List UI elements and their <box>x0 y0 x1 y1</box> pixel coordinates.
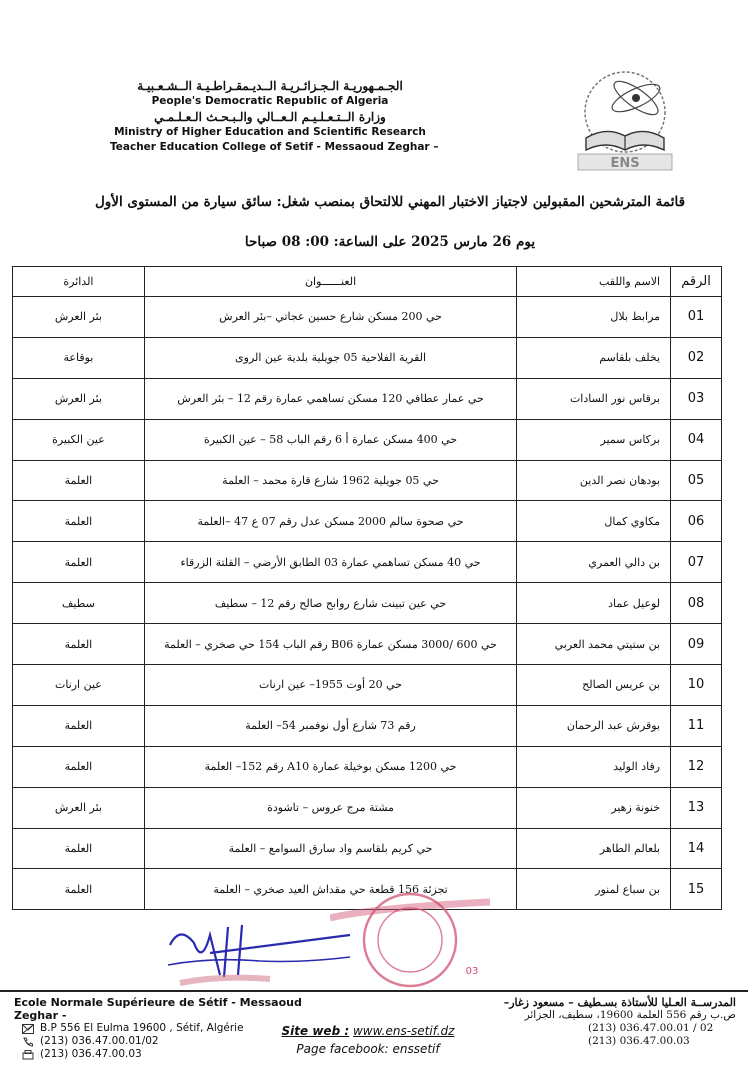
footer-arabic <box>492 996 736 1048</box>
footer-web <box>268 1022 468 1058</box>
candidate-address: حي عمار عطافي 120 مسكن تساهمي عمارة رقم 12 – بئر العرش <box>144 378 516 419</box>
row-number: 05 <box>671 460 722 501</box>
footer-address-ar: ص.ب رقم 556 العلمة 19600، سطيف، الجزائر <box>524 1009 736 1021</box>
row-number: 02 <box>671 337 722 378</box>
candidate-name: بركاس سمير <box>517 419 671 460</box>
row-number: 01 <box>671 297 722 338</box>
candidate-address: مشتة مرج عروس – تاشودة <box>144 787 516 828</box>
table-row <box>13 501 722 542</box>
row-number: 07 <box>671 542 722 583</box>
site-url-link[interactable]: www.ens-setif.dz <box>352 1024 455 1038</box>
row-number: 12 <box>671 746 722 787</box>
candidate-name: بن دالي العمري <box>517 542 671 583</box>
candidate-address: القرية الفلاحية 05 جويلية بلدية عين الروى <box>144 337 516 378</box>
candidate-name: مكاوي كمال <box>517 501 671 542</box>
candidate-daira: بئر العرش <box>13 787 145 828</box>
phone-icon <box>22 1037 34 1047</box>
official-stamp <box>330 880 490 990</box>
logo-text: ENS <box>610 156 640 171</box>
row-number: 14 <box>671 828 722 869</box>
footer-phone-fr: (213) 036.47.00.01/02 <box>40 1035 159 1047</box>
candidate-address: حي 200 مسكن شارع حسين عجاتي –بئر العرش <box>144 297 516 338</box>
candidate-name: رقاد الوليد <box>517 746 671 787</box>
header-name: الاسم واللقب <box>517 267 671 297</box>
row-number: 13 <box>671 787 722 828</box>
candidate-daira: عين الكبيرة <box>13 419 145 460</box>
document-date: يوم 26 مارس 2025 على الساعة: 00: 08 صباحا <box>244 234 536 250</box>
college-english: Teacher Education College of Setif - Messaoud Zeghar – <box>110 141 439 153</box>
candidate-name: بودهان نصر الدين <box>517 460 671 501</box>
header-address: العنــــــوان <box>144 267 516 297</box>
candidate-address: حي 20 أوت 1955– عين ارنات <box>144 665 516 706</box>
candidate-daira: عين ارنات <box>13 665 145 706</box>
candidate-daira: بئر العرش <box>13 378 145 419</box>
row-number: 08 <box>671 583 722 624</box>
candidate-daira: بئر العرش <box>13 297 145 338</box>
row-number: 06 <box>671 501 722 542</box>
row-number: 04 <box>671 419 722 460</box>
table-header-row <box>13 267 722 297</box>
candidate-daira: العلمة <box>13 624 145 665</box>
table-row <box>13 828 722 869</box>
header-num: الرقم <box>671 267 722 297</box>
candidate-name: برقاس نور السادات <box>517 378 671 419</box>
table-row <box>13 583 722 624</box>
candidate-address: رقم 73 شارع أول نوفمبر 54– العلمة <box>144 705 516 746</box>
table-body <box>13 297 722 910</box>
candidate-daira: العلمة <box>13 828 145 869</box>
row-number: 11 <box>671 705 722 746</box>
document-title: قائمة المترشحين المقبولين لاجتياز الاختبار المهني للالتحاق بمنصب شغل: سائق سيارة من المستوى الأول <box>94 194 686 210</box>
footer-fax-ar: (213) 036.47.00.03 <box>588 1035 690 1047</box>
fax-icon <box>22 1050 34 1060</box>
candidate-daira: بوقاعة <box>13 337 145 378</box>
republic-english: People's Democratic Republic of Algeria <box>151 95 389 107</box>
candidate-daira: العلمة <box>13 501 145 542</box>
row-number: 15 <box>671 869 722 910</box>
candidate-name: خنونة زهير <box>517 787 671 828</box>
footer-address-fr: B.P 556 El Eulma 19600 , Sétif, Algérie <box>40 1022 244 1034</box>
candidate-address: حي 40 مسكن تساهمي عمارة 03 الطابق الأرضي – القلتة الزرقاء <box>144 542 516 583</box>
candidate-name: بن عريس الصالح <box>517 665 671 706</box>
table-row <box>13 378 722 419</box>
table-row <box>13 337 722 378</box>
facebook-page: Page facebook: enssetif <box>296 1042 440 1056</box>
table-row <box>13 542 722 583</box>
table-row <box>13 746 722 787</box>
table-row <box>13 419 722 460</box>
footer-fax-fr: (213) 036.47.00.03 <box>40 1048 142 1060</box>
candidate-address: حي 600 /3000 مسكن عمارة B06 رقم الباب 154 حي صخري – العلمة <box>144 624 516 665</box>
candidate-daira: العلمة <box>13 542 145 583</box>
candidate-daira: العلمة <box>13 705 145 746</box>
candidate-address: حي عين تبينت شارع روابح صالح رقم 12 – سطيف <box>144 583 516 624</box>
candidate-address: حي 400 مسكن عمارة أ 6 رقم الباب 58 – عين الكبيرة <box>144 419 516 460</box>
candidate-name: مرابط بلال <box>517 297 671 338</box>
candidate-address: حي 1200 مسكن بوخيلة عمارة A10 رقم 152– العلمة <box>144 746 516 787</box>
candidate-name: بن ستيتي محمد العربي <box>517 624 671 665</box>
mail-icon <box>22 1024 34 1034</box>
footer-divider <box>0 990 748 992</box>
candidate-daira: العلمة <box>13 460 145 501</box>
school-logo-icon <box>566 66 684 174</box>
row-number: 09 <box>671 624 722 665</box>
candidate-address: حي صحوة سالم 2000 مسكن عدل رقم 07 ع 47 –العلمة <box>144 501 516 542</box>
footer-phone-ar: (213) 036.47.00.01 / 02 <box>588 1022 714 1034</box>
candidate-address: حي كريم بلقاسم واد سارق السوامع – العلمة <box>144 828 516 869</box>
header-daira: الدائرة <box>13 267 145 297</box>
candidate-address: حي 05 جويلية 1962 شارع قارة محمد – العلمة <box>144 460 516 501</box>
candidate-name: لوعيل عماد <box>517 583 671 624</box>
candidate-name: بن سباع لمنور <box>517 869 671 910</box>
row-number: 03 <box>671 378 722 419</box>
ministry-english: Ministry of Higher Education and Scientific Research <box>114 126 426 138</box>
stamp-number: 03 <box>465 966 479 977</box>
table-row <box>13 624 722 665</box>
footer-school-ar: المدرســة العـليا للأستاذة بسـطيف – مسعود زغار– <box>503 996 736 1009</box>
table-row <box>13 665 722 706</box>
candidates-table <box>12 266 722 910</box>
ministry-arabic: وزارة الــتـعـلـيـم الـعــالي والـبـحـث الـعـلـمـي <box>154 110 386 124</box>
republic-arabic: الجـمـهوريـة الـجـزائـريـة الــديـمقـراطـيـة الــشـعـبيـة <box>137 79 403 93</box>
row-number: 10 <box>671 665 722 706</box>
candidate-daira: العلمة <box>13 869 145 910</box>
table-row <box>13 705 722 746</box>
table-row <box>13 460 722 501</box>
candidate-daira: العلمة <box>13 746 145 787</box>
candidate-address: تجزئة 156 قطعة حي مقداش العيد صخري – العلمة <box>144 869 516 910</box>
footer-school-fr: Ecole Normale Supérieure de Sétif - Messaoud Zeghar - <box>14 996 302 1022</box>
table-row <box>13 787 722 828</box>
candidate-name: يخلف بلقاسم <box>517 337 671 378</box>
letterhead <box>110 78 439 155</box>
candidate-name: بوقرش عبد الرحمان <box>517 705 671 746</box>
table-row <box>13 297 722 338</box>
candidate-daira: سطيف <box>13 583 145 624</box>
candidate-name: بلعالم الطاهر <box>517 828 671 869</box>
site-label: Site web : <box>281 1024 350 1038</box>
